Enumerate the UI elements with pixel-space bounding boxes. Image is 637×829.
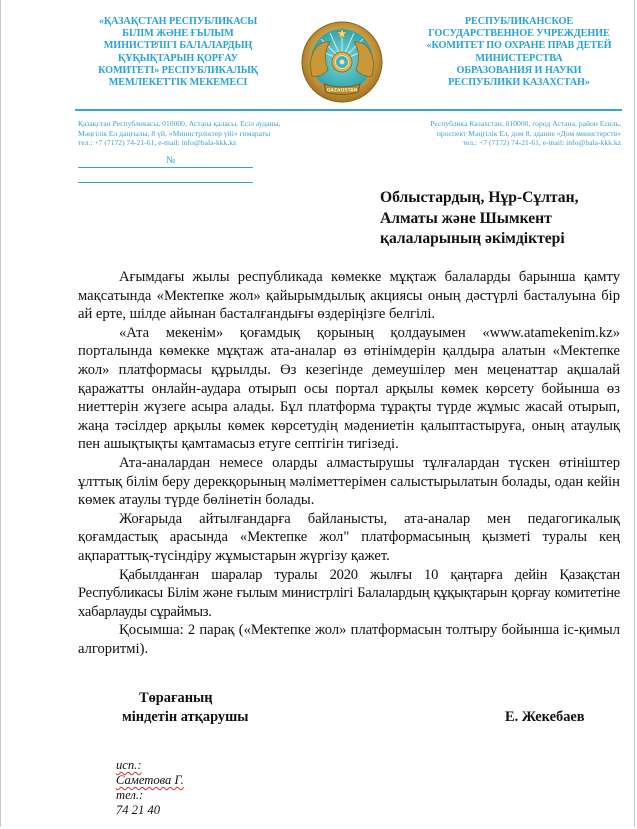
- org-name-line: МИНИСТРЛІГІ БАЛАЛАРДЫҢ: [103, 40, 253, 52]
- org-name-line: БІЛІМ ЖӘНЕ ҒЫЛЫМ: [122, 28, 234, 40]
- org-name-line: КОМИТЕТІ» РЕСПУБЛИКАЛЫҚ: [98, 64, 258, 76]
- number-sign-label: №: [166, 155, 176, 166]
- org-name-line: ГОСУДАРСТВЕННОЕ УЧРЕЖДЕНИЕ: [428, 28, 610, 40]
- signatory-position: [122, 689, 249, 727]
- kazakhstan-state-emblem-icon: [300, 20, 384, 104]
- outgoing-date-field[interactable]: [78, 172, 253, 183]
- executor-phone: 74 21 40: [116, 803, 161, 817]
- address-line: проспект Мәңгілік Ел, дом 8, здание «Дом министерств»: [436, 128, 621, 138]
- recipient-block: [380, 188, 578, 250]
- signatory-name: Е. Жекебаев: [505, 709, 585, 725]
- address-line: тел.: +7 (7172) 74-21-61, e-mail: info@bala-kkk.kz: [78, 138, 237, 148]
- emblem-graphic: [300, 20, 384, 104]
- address-line: Мәңгілік Ел даңғылы, 8 үй, «Министрліктер үйі» ғимараты: [78, 128, 271, 138]
- address-russian: [430, 119, 621, 148]
- letterhead-divider: [75, 109, 622, 111]
- address-line: Республика Казахстан, 010000, город Астана, район Есиль,: [430, 119, 621, 128]
- body-paragraph: Жоғарыда айтылғандарға байланысты, ата-аналар мен педагогикалық қоғамдастық арасында «Мектепке жол" платформасының қызметі туралы кең ақпараттық-түсіндіру жұмыстарын жүргізу қажет.: [78, 510, 620, 564]
- signatory-position-line: Төрағаның: [139, 690, 213, 706]
- address-line: Қазақстан Республикасы, 010000, Астана қаласы, Есіл ауданы,: [78, 119, 281, 128]
- signatory-position-line: міндетін атқарушы: [122, 709, 249, 725]
- body-paragraph: Қабылданған шаралар туралы 2020 жылғы 10 қаңтарға дейін Қазақстан Республикасы Білім және ғылым министрлігі Балалардың құқықтарын қорғау комитетіне хабарлауды сұраймыз.: [78, 566, 620, 620]
- recipient-line: Алматы және Шымкент: [380, 209, 552, 227]
- org-name-russian: [410, 16, 628, 89]
- org-name-kazakh: [68, 16, 288, 89]
- executor-name: Саметова Г.: [116, 773, 184, 787]
- executor-line: [116, 758, 184, 788]
- org-name-line: ҚҰҚЫҚТАРЫН ҚОРҒАУ: [117, 52, 239, 64]
- recipient-line: қалаларының әкімдіктері: [380, 230, 565, 247]
- executor-label: исп.:: [116, 758, 142, 772]
- address-line: тел.: +7 (7172) 74-21-61, e-mail: info@bala-kkk.kz: [462, 138, 621, 148]
- executor-block: [116, 758, 184, 818]
- emblem-ribbon-text: QAZAQSTAN: [326, 88, 358, 94]
- org-name-line: МЕМЛЕКЕТТІК МЕКЕМЕСІ: [108, 77, 248, 89]
- body-paragraph: Ата-аналардан немесе оларды алмастырушы тұлғалардан түскен өтініштер ұлттық білім беру дерекқорының мәліметтерімен салыстырылатын болады, одан кейін көмек атаулы түрде бөлінетін болады.: [78, 454, 620, 509]
- executor-phone-label: тел.:: [116, 788, 144, 802]
- body-paragraph: Ағымдағы жылы республикада көмекке мұқтаж балаларды барынша қамту мақсатында «Мектепке жол» қайырымдылық акциясы оның дәстүрлі басталуына бір ай ерте, шілде айынан басталғандығы өздеріңізге белгілі.: [78, 269, 620, 323]
- attachment-note: Қосымша: 2 парақ («Мектепке жол» платформасын толтыру бойынша іс-қимыл алгоритмі).: [78, 622, 620, 657]
- recipient-line: Облыстардың, Нұр-Сұлтан,: [380, 189, 579, 206]
- org-name-line: РЕСПУБЛИКАНСКОЕ: [464, 16, 574, 27]
- letter-body: [78, 268, 620, 658]
- org-name-line: «ҚАЗАҚСТАН РЕСПУБЛИКАСЫ: [98, 16, 258, 27]
- org-name-line: ОБРАЗОВАНИЯ И НАУКИ: [456, 64, 582, 76]
- org-name-line: МИНИСТЕРСТВА: [475, 52, 563, 64]
- org-name-line: «КОМИТЕТ ПО ОХРАНЕ ПРАВ ДЕТЕЙ: [426, 40, 612, 52]
- org-name-line: РЕСПУБЛИКИ КАЗАХСТАН»: [448, 77, 590, 89]
- address-kazakh: [78, 119, 281, 148]
- body-paragraph: «Ата мекенім» қоғамдық қорының қолдауымен «www.atamekenim.kz» порталында көмекке мұқтаж ата-аналар өз өтінімдерін қалдыра алатын «Мектепке жол» платформасы құрылды. Өз кезегінде демеушілер мен меценаттар ақшалай қаражатты онлайн-аудара отырып осы портал арқылы көмек көрсету бойынша өз ниеттерін жүзеге асыра алады. Бұл платформа тұрақты түрде жұмыс жасай отырып, жаңа тәсілдер арқылы көмек көрсетудің мәдениетін қалыптастыруға, оның атаулық пен ашықтықты қамтамасыз етуге септігін тигізеді.: [78, 324, 620, 453]
- executor-phone-line: [116, 788, 184, 818]
